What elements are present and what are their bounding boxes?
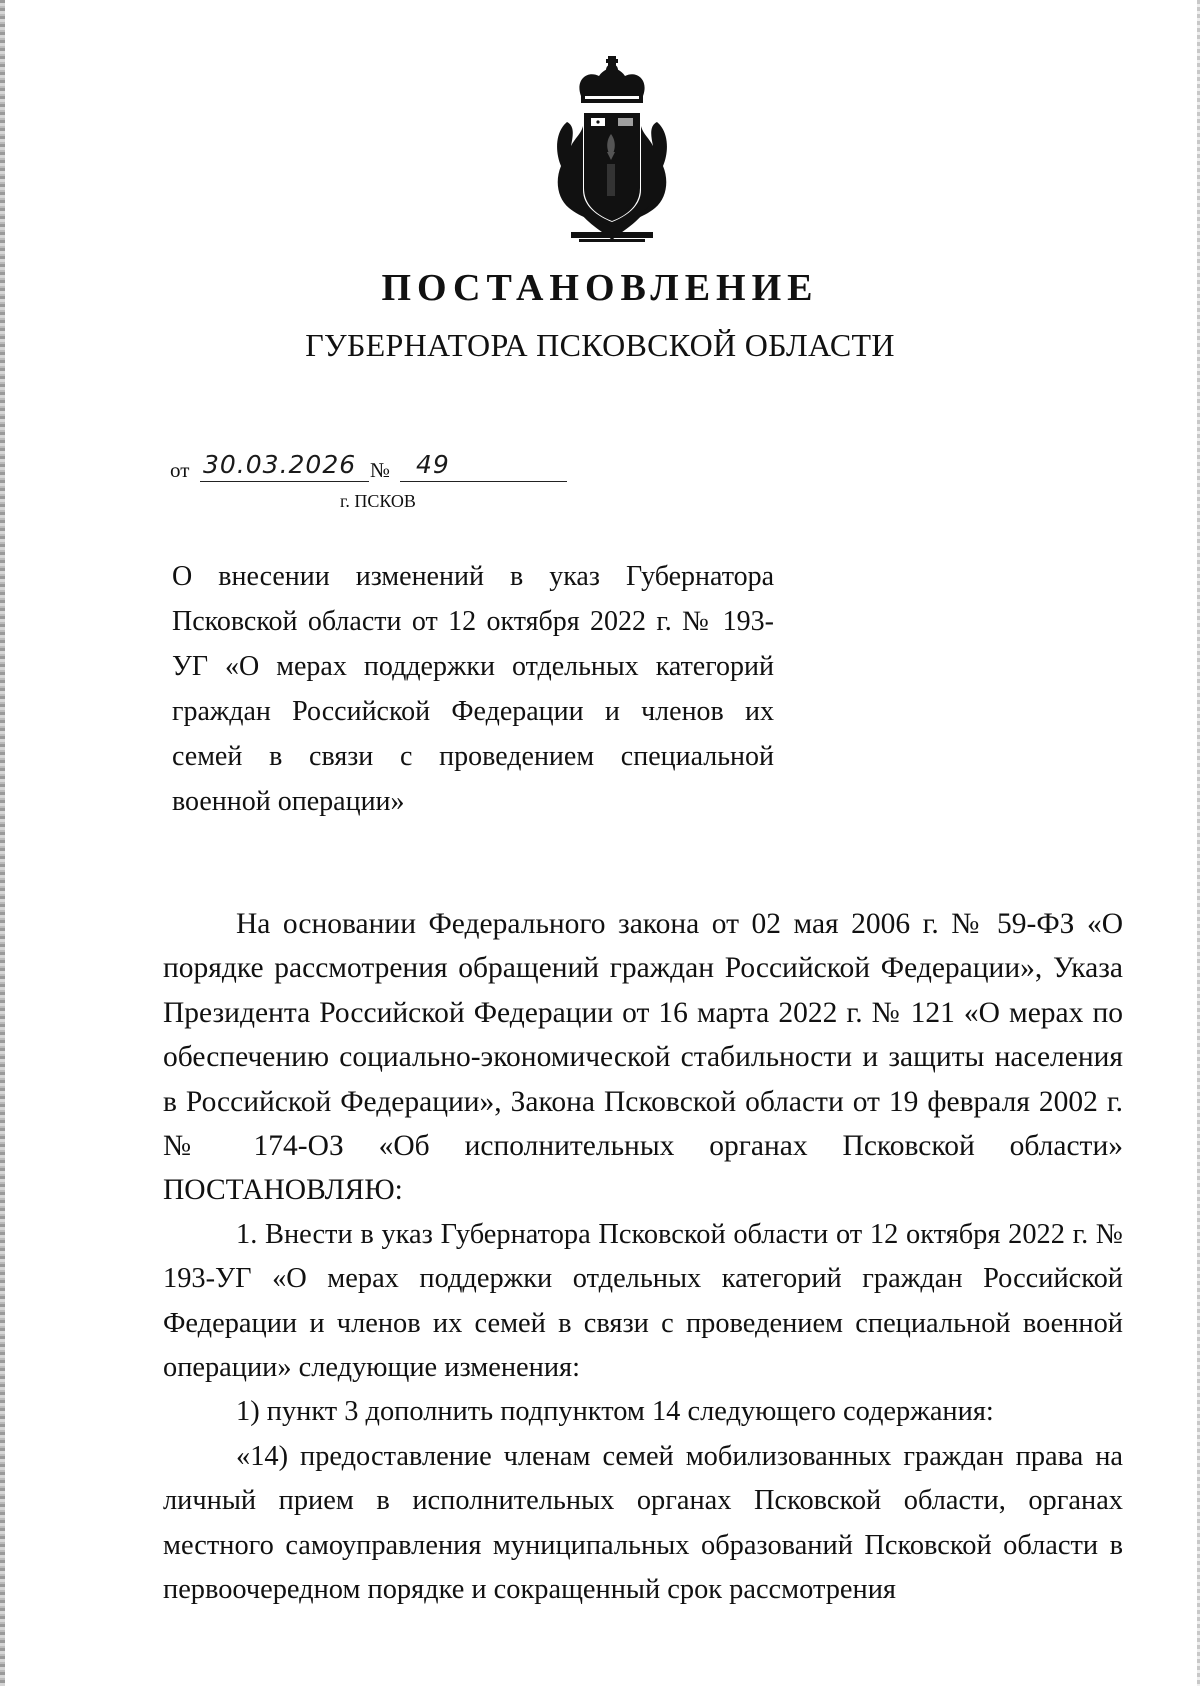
city-label: г. ПСКОВ <box>340 491 416 511</box>
date-prefix: от <box>170 458 190 482</box>
document-number: 49 <box>400 450 567 482</box>
document-body <box>163 902 1123 1613</box>
document-type-title: ПОСТАНОВЛЕНИЕ <box>381 267 819 309</box>
subitem-1-paragraph: 1) пункт 3 дополнить подпунктом 14 следующего содержания: <box>236 1396 994 1428</box>
quoted-subitem-14-paragraph: «14) предоставление членам семей мобилизованных граждан права на личный прием в исполнительных органах Псковской области, органах местного самоуправления муниципальных образований Псковской области в первоочередном порядке и сокращенный срок рассмотрения <box>163 1440 1123 1606</box>
issuer-title: ГУБЕРНАТОРА ПСКОВСКОЙ ОБЛАСТИ <box>305 327 895 363</box>
document-subject: О внесении изменений в указ Губернатора Псковской области от 12 октября 2022 г. № 193-УГ «О мерах поддержки отдельных категорий граждан Российской Федерации и членов их семей в связи с проведением специальной военной операции» <box>172 561 774 817</box>
preamble-paragraph: На основании Федерального закона от 02 мая 2006 г. № 59-ФЗ «О порядке рассмотрения обращений граждан Российской Федерации», Указа Президента Российской Федерации от 16 марта 2022 г. № 121 «О мерах по обеспечению социально-экономической стабильности и защиты населения в Российской Федерации», Закона Псковской области от 19 февраля 2002 г. № 174-ОЗ «Об исполнительных органах Псковской области» ПОСТАНОВЛЯЮ: <box>163 908 1123 1207</box>
document-date: 30.03.2026 <box>200 450 369 482</box>
item-1-paragraph: 1. Внести в указ Губернатора Псковской области от 12 октября 2022 г. № 193-УГ «О мерах поддержки отдельных категорий граждан Российской Федерации и членов их семей в связи с проведением специальной военной операции» следующие изменения: <box>163 1218 1123 1384</box>
scan-edge-left <box>0 0 5 1686</box>
number-label: № <box>370 458 391 482</box>
coat-of-arms-icon <box>545 56 679 244</box>
